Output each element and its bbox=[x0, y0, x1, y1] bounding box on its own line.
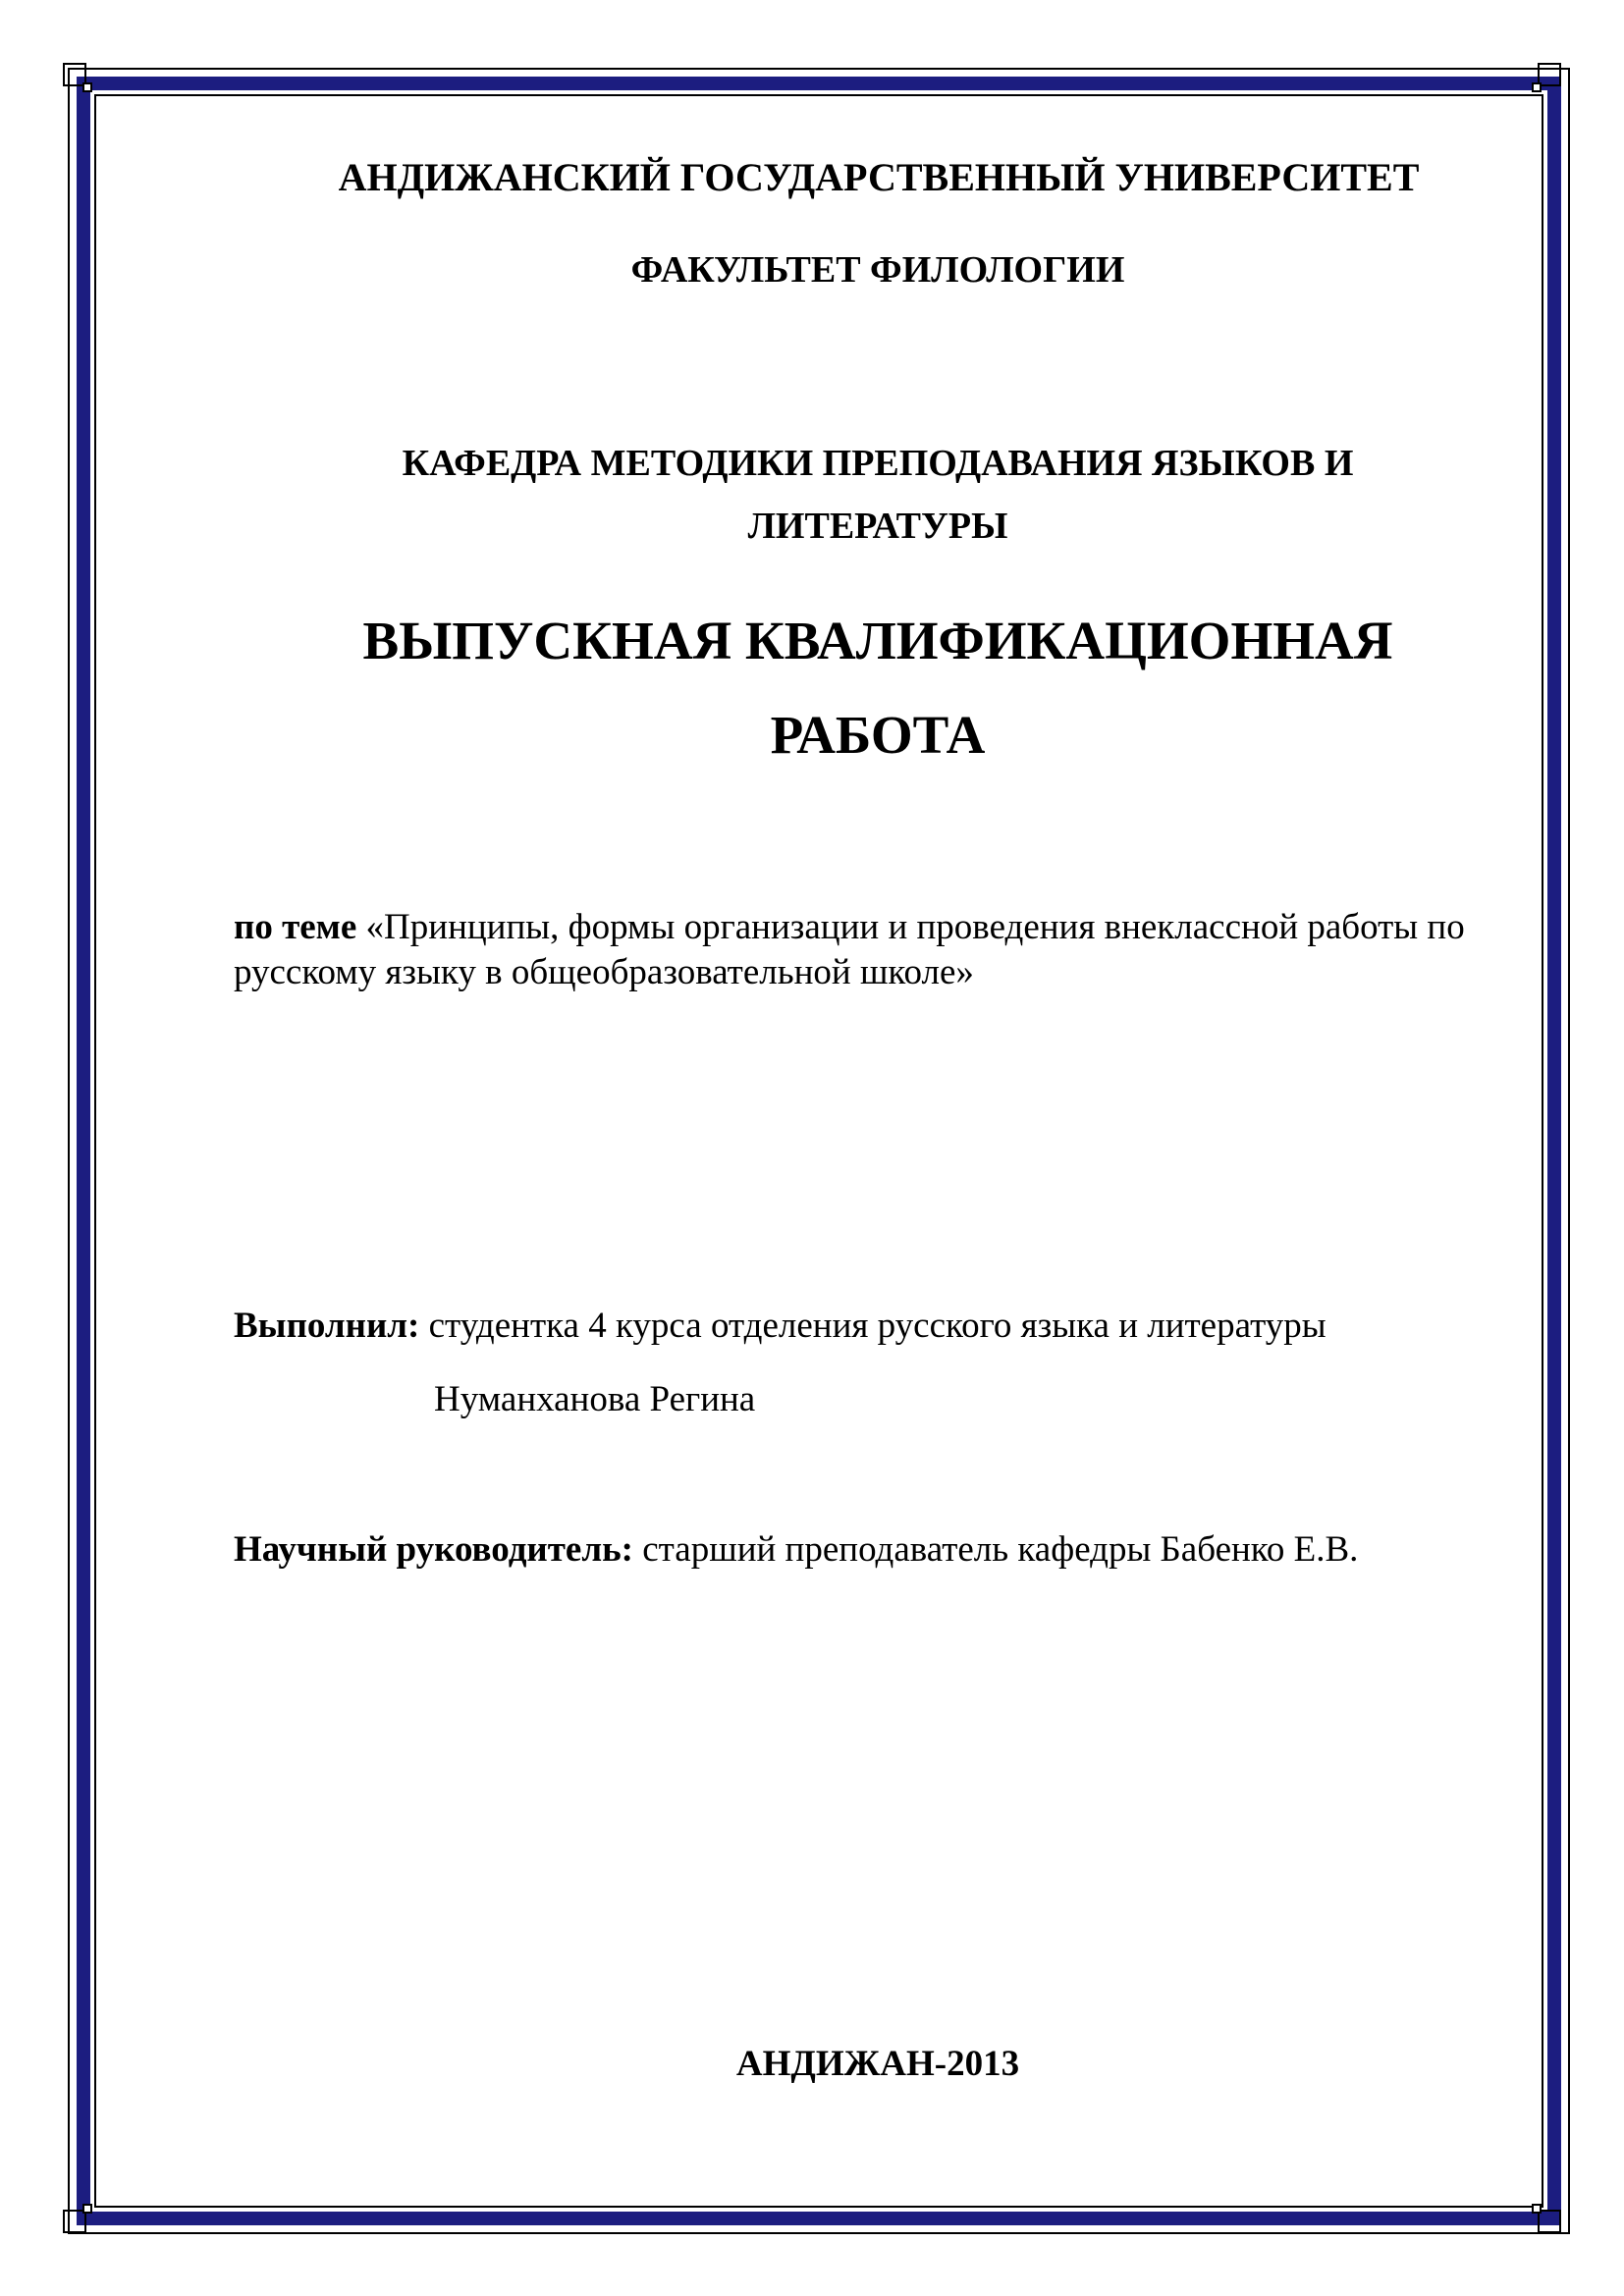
work-title bbox=[0, 594, 1624, 782]
theme-label: по теме bbox=[234, 907, 357, 947]
department-line-2: ЛИТЕРАТУРЫ bbox=[747, 506, 1008, 547]
frame-corner-square bbox=[1532, 82, 1542, 92]
work-title-line-1: ВЫПУСКНАЯ КВАЛИФИКАЦИОННАЯ bbox=[362, 611, 1393, 670]
author-name: Нуманханова Регина bbox=[434, 1379, 756, 1419]
advisor-description: старший преподаватель кафедры Бабенко Е.В. bbox=[642, 1529, 1359, 1570]
work-title-line-2: РАБОТА bbox=[770, 705, 986, 765]
faculty-name: ФАКУЛЬТЕТ ФИЛОЛОГИИ bbox=[630, 249, 1125, 291]
department-line-1: КАФЕДРА МЕТОДИКИ ПРЕПОДАВАНИЯ ЯЗЫКОВ И bbox=[402, 443, 1354, 484]
city-year: АНДИЖАН-2013 bbox=[735, 2044, 1020, 2084]
frame-corner-square bbox=[1532, 2204, 1542, 2214]
frame-corner-square bbox=[82, 2204, 92, 2214]
theme-text: «Принципы, формы организации и проведения внеклассной работы по русскому языку в общеобразовательной школе» bbox=[234, 907, 1465, 992]
page-frame-inner bbox=[94, 94, 1543, 2208]
advisor-block bbox=[234, 1528, 1358, 1571]
frame-corner-square bbox=[82, 82, 92, 92]
author-label: Выполнил: bbox=[234, 1306, 420, 1346]
department-name bbox=[0, 432, 1624, 558]
advisor-label: Научный руководитель: bbox=[234, 1529, 633, 1570]
author-block bbox=[234, 1305, 1326, 1347]
university-name: АНДИЖАНСКИЙ ГОСУДАРСТВЕННЫЙ УНИВЕРСИТЕТ bbox=[338, 155, 1420, 199]
author-description: студентка 4 курса отделения русского языка и литературы bbox=[428, 1306, 1326, 1346]
theme-block bbox=[234, 905, 1540, 995]
